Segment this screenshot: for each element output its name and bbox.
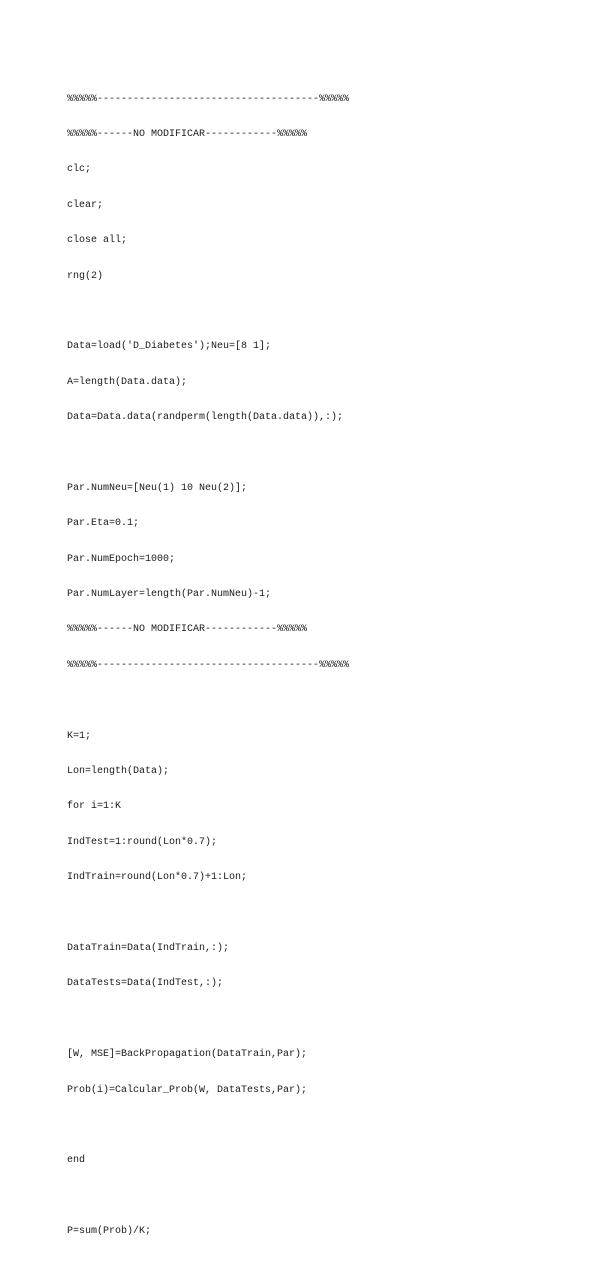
code-line: Lon=length(Data); <box>67 766 170 778</box>
code-line: Prob(i)=Calcular_Prob(W, DataTests,Par); <box>67 1084 308 1096</box>
code-line: %%%%%-------------------------------------%%%%% <box>67 659 350 671</box>
code-line: %%%%%------NO MODIFICAR------------%%%%% <box>67 624 308 636</box>
code-line: end <box>67 1155 86 1167</box>
code-line: clc; <box>67 164 92 176</box>
code-line: Data=Data.data(randperm(length(Data.data)),:); <box>67 412 344 424</box>
code-line: K=1; <box>67 730 92 742</box>
code-line: Par.NumEpoch=1000; <box>67 553 176 565</box>
blank-line <box>67 908 567 920</box>
code-line: Data=load('D_Diabetes');Neu=[8 1]; <box>67 341 272 353</box>
blank-line <box>67 695 567 707</box>
code-line: P=sum(Prob)/K; <box>67 1226 152 1238</box>
code-line: DataTrain=Data(IndTrain,:); <box>67 942 230 954</box>
code-line: Par.NumNeu=[Neu(1) 10 Neu(2)]; <box>67 482 248 494</box>
code-line: DataTests=Data(IndTest,:); <box>67 978 224 990</box>
code-line: close all; <box>67 235 128 247</box>
blank-line <box>67 1120 567 1132</box>
blank-line <box>67 306 567 318</box>
code-line: A=length(Data.data); <box>67 376 188 388</box>
code-line: for i=1:K <box>67 801 122 813</box>
code-block <box>67 70 567 1261</box>
code-line: clear; <box>67 199 104 211</box>
code-line: IndTrain=round(Lon*0.7)+1:Lon; <box>67 872 248 884</box>
code-line: [W, MSE]=BackPropagation(DataTrain,Par); <box>67 1049 308 1061</box>
blank-line <box>67 1014 567 1026</box>
blank-line <box>67 448 567 460</box>
code-line: Par.NumLayer=length(Par.NumNeu)-1; <box>67 589 272 601</box>
code-line: rng(2) <box>67 270 104 282</box>
blank-line <box>67 1191 567 1203</box>
code-line: IndTest=1:round(Lon*0.7); <box>67 836 218 848</box>
code-line: Par.Eta=0.1; <box>67 518 140 530</box>
code-line: %%%%%-------------------------------------%%%%% <box>67 93 350 105</box>
code-line: %%%%%------NO MODIFICAR------------%%%%% <box>67 128 308 140</box>
